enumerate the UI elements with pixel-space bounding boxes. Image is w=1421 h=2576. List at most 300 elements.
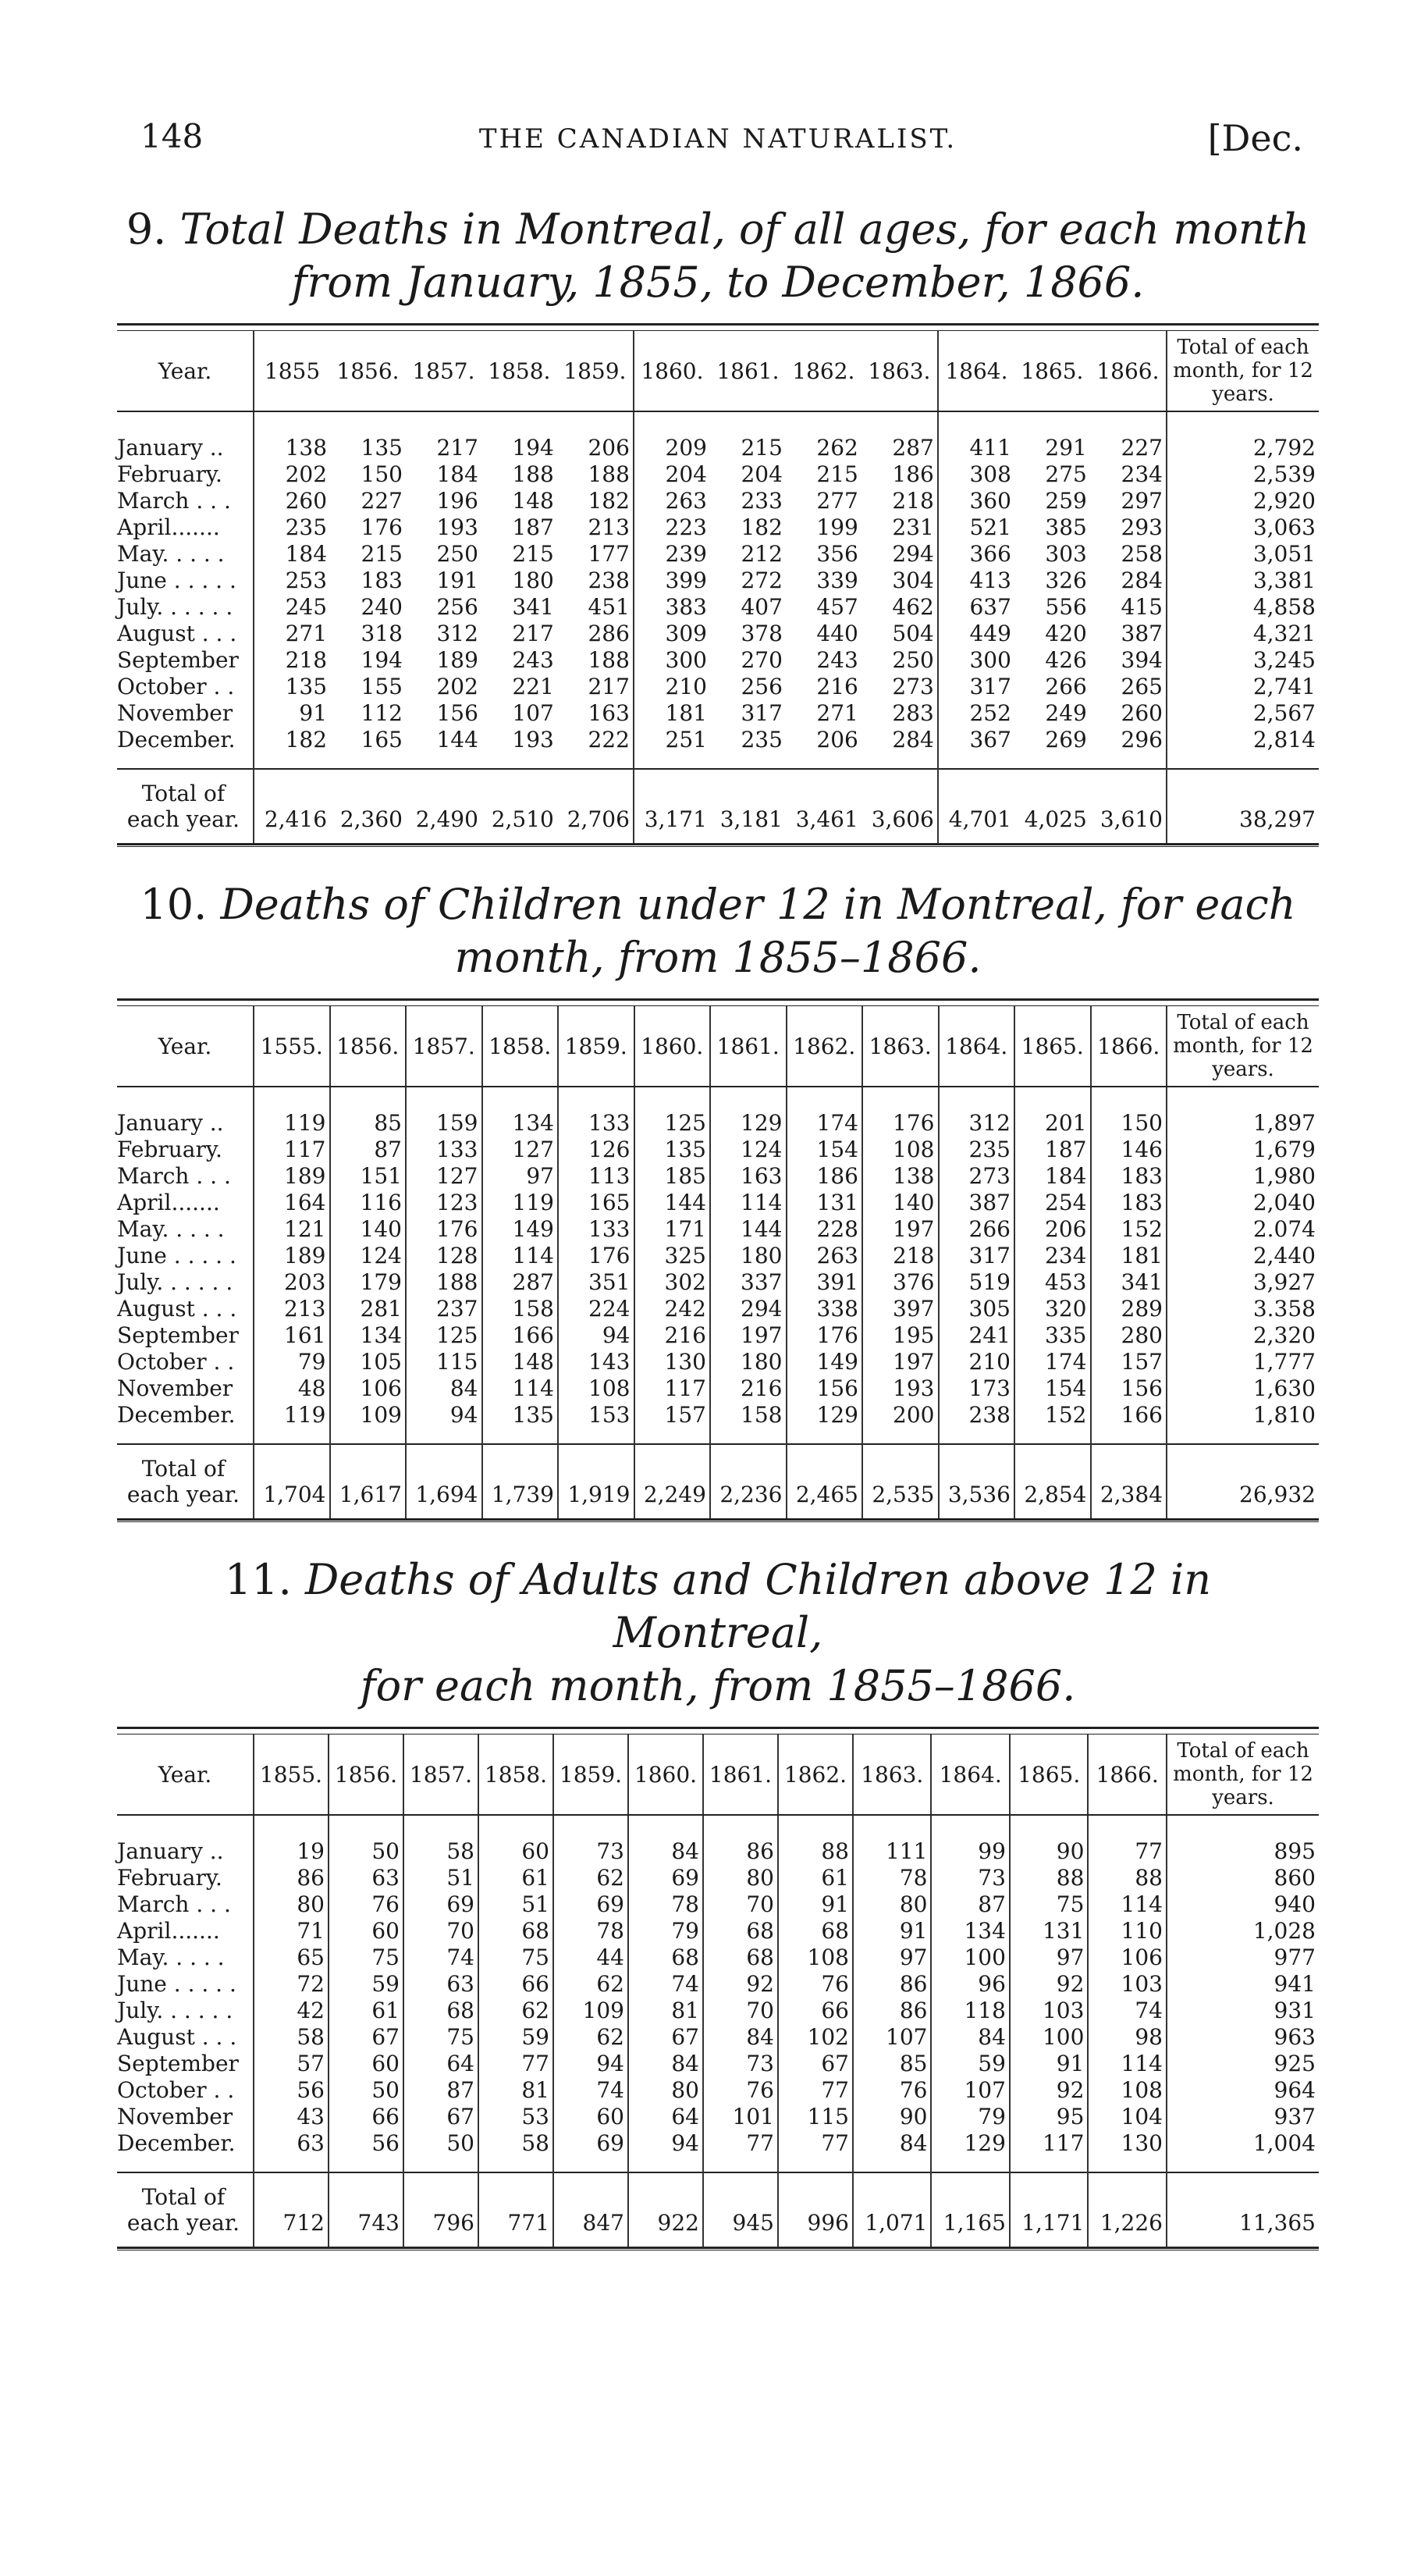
- deaths-cell: 234: [1014, 1242, 1091, 1268]
- deaths-cell: 462: [892, 593, 934, 620]
- deaths-cell: 96: [931, 1970, 1009, 1997]
- month-label: August . . .: [117, 620, 237, 646]
- deaths-cell: 156: [787, 1375, 863, 1401]
- deaths-cell: 176: [787, 1322, 863, 1348]
- deaths-cell: 153: [558, 1401, 634, 1444]
- deaths-cell: 256: [741, 673, 783, 699]
- year-total-cell: 1,171: [1010, 2172, 1088, 2247]
- deaths-cell: 64: [403, 2050, 478, 2076]
- deaths-cell: 60: [329, 1917, 403, 1944]
- month-label: March . . .: [117, 1891, 231, 1917]
- deaths-cell: 253: [254, 567, 330, 593]
- deaths-cell: 75: [403, 2023, 478, 2050]
- deaths-cell: 108: [558, 1375, 634, 1401]
- table-title: [117, 203, 1319, 309]
- deaths-cell: 263: [634, 487, 710, 514]
- deaths-cell: 51: [478, 1891, 553, 1917]
- grand-total-cell: 26,932: [1167, 1444, 1319, 1518]
- deaths-cell: 94: [558, 1322, 634, 1348]
- deaths-cell: 337: [710, 1268, 787, 1295]
- deaths-cell: 112: [361, 699, 403, 726]
- deaths-cell: 108: [862, 1136, 939, 1162]
- deaths-cell: 318: [361, 620, 403, 646]
- deaths-cell: 66: [778, 1997, 853, 2023]
- deaths-cell: 239: [634, 540, 710, 567]
- deaths-cell: 157: [1091, 1348, 1167, 1375]
- deaths-cell: 158: [710, 1401, 787, 1444]
- deaths-cell: 111: [853, 1815, 931, 1864]
- deaths-cell: 61: [778, 1864, 853, 1891]
- year-column-header: 1861.: [710, 1006, 787, 1087]
- deaths-cell: 194: [512, 434, 554, 461]
- deaths-cell: 235: [741, 726, 783, 753]
- year-total-cell: 2,236: [710, 1444, 787, 1518]
- deaths-cell: 156: [1091, 1375, 1167, 1401]
- year-total-cell: 1,704: [254, 1444, 330, 1518]
- deaths-cell: 108: [778, 1944, 853, 1970]
- deaths-cell: 243: [816, 646, 858, 673]
- deaths-cell: 182: [254, 726, 330, 769]
- deaths-cell: 91: [853, 1917, 931, 1944]
- month-label: July. . . . . .: [117, 593, 233, 620]
- deaths-cell: 92: [1010, 1970, 1088, 1997]
- month-label: November: [117, 1375, 233, 1401]
- deaths-cell: 68: [703, 1917, 778, 1944]
- year-column-header: 1858.: [478, 1735, 553, 1815]
- table-row: [117, 1268, 1319, 1295]
- deaths-cell: 127: [406, 1162, 482, 1189]
- total-column-header: Total of each month, for 12 years.: [1167, 1006, 1319, 1087]
- deaths-cell: 415: [1121, 593, 1163, 620]
- month-total-cell: 2,440: [1167, 1242, 1319, 1268]
- page-number: 148: [140, 117, 204, 155]
- deaths-cell: 188: [512, 461, 554, 487]
- deaths-cell: 366: [938, 540, 1014, 567]
- deaths-cell: 94: [406, 1401, 482, 1444]
- deaths-cell: 73: [553, 1815, 628, 1864]
- table-row: [117, 2103, 1319, 2129]
- month-label: June . . . . .: [117, 1242, 236, 1268]
- year-column-header: 1863.: [853, 1735, 931, 1815]
- month-total-cell: 3,927: [1167, 1268, 1319, 1295]
- deaths-cell: 129: [710, 1087, 787, 1136]
- deaths-cell: 312: [939, 1087, 1015, 1136]
- deaths-cell: 191: [436, 567, 478, 593]
- deaths-cell: 413: [938, 567, 1014, 593]
- deaths-cell: 48: [254, 1375, 330, 1401]
- deaths-cell: 184: [254, 540, 330, 567]
- deaths-cell: 68: [403, 1997, 478, 2023]
- deaths-cell: 68: [778, 1917, 853, 1944]
- deaths-cell: 106: [1088, 1944, 1167, 1970]
- deaths-cell: 144: [436, 726, 478, 753]
- header-row: [117, 1006, 1319, 1087]
- deaths-cell: 164: [254, 1189, 330, 1215]
- deaths-cell: 138: [862, 1162, 939, 1189]
- deaths-cell: 376: [862, 1268, 939, 1295]
- deaths-cell: 57: [254, 2050, 329, 2076]
- deaths-cell: 110: [1088, 1917, 1167, 1944]
- deaths-cell: 174: [787, 1087, 863, 1136]
- deaths-cell: 440: [816, 620, 858, 646]
- deaths-cell: 303: [1045, 540, 1087, 567]
- month-label: October . .: [117, 673, 235, 699]
- deaths-cell: 341: [1091, 1268, 1167, 1295]
- month-total-cell: 2,320: [1167, 1322, 1319, 1348]
- deaths-cell: 281: [330, 1295, 407, 1322]
- deaths-cell: 200: [862, 1401, 939, 1444]
- year-total-cell: 847: [553, 2172, 628, 2247]
- deaths-cell: 114: [1088, 2050, 1167, 2076]
- month-label: November: [117, 699, 233, 726]
- running-header: [117, 117, 1319, 172]
- deaths-cell: 88: [1088, 1864, 1167, 1891]
- year-header: Year.: [117, 1735, 254, 1815]
- deaths-cell: 80: [703, 1864, 778, 1891]
- deaths-cell: 51: [403, 1864, 478, 1891]
- month-total-cell: 1,630: [1167, 1375, 1319, 1401]
- year-total-cell: 2,360: [330, 769, 406, 843]
- year-column-header: 1857.: [406, 1006, 482, 1087]
- deaths-cell: 73: [931, 1864, 1009, 1891]
- month-total-cell: 1,980: [1167, 1162, 1319, 1189]
- deaths-cell: 227: [1121, 434, 1163, 461]
- deaths-cell: 163: [588, 699, 630, 726]
- year-column-header: 1859.: [558, 1006, 634, 1087]
- deaths-cell: 121: [254, 1215, 330, 1242]
- deaths-cell: 176: [862, 1087, 939, 1136]
- deaths-cell: 177: [588, 540, 630, 567]
- deaths-cell: 391: [787, 1268, 863, 1295]
- deaths-cell: 125: [406, 1322, 482, 1348]
- deaths-cell: 206: [1014, 1215, 1091, 1242]
- year-total-cell: 3,461: [786, 769, 861, 843]
- year-column-header: 1860.: [628, 1735, 703, 1815]
- deaths-cell: 131: [787, 1189, 863, 1215]
- issue-month: [Dec.: [1207, 117, 1303, 159]
- deaths-cell: 269: [1045, 726, 1087, 753]
- deaths-cell: 218: [254, 646, 330, 673]
- deaths-cell: 67: [778, 2050, 853, 2076]
- deaths-cell: 119: [482, 1189, 559, 1215]
- year-total-cell: 3,171: [634, 769, 710, 843]
- deaths-cell: 451: [588, 593, 630, 620]
- month-total-cell: 860: [1167, 1864, 1319, 1891]
- deaths-cell: 81: [628, 1997, 703, 2023]
- month-total-cell: 3,051: [1167, 540, 1319, 567]
- deaths-cell: 118: [931, 1997, 1009, 2023]
- month-total-cell: 941: [1167, 1970, 1319, 1997]
- deaths-cell: 309: [634, 620, 710, 646]
- deaths-cell: 103: [1088, 1970, 1167, 1997]
- deaths-cell: 87: [403, 2076, 478, 2103]
- year-total-cell: 3,536: [939, 1444, 1015, 1518]
- deaths-cell: 91: [778, 1891, 853, 1917]
- deaths-cell: 59: [478, 2023, 553, 2050]
- mortality-table: [117, 331, 1319, 843]
- deaths-cell: 95: [1010, 2103, 1088, 2129]
- year-total-cell: 1,694: [406, 1444, 482, 1518]
- deaths-cell: 195: [862, 1322, 939, 1348]
- deaths-cell: 114: [1088, 1891, 1167, 1917]
- year-total-cell: 2,384: [1091, 1444, 1167, 1518]
- deaths-cell: 284: [892, 726, 934, 753]
- deaths-cell: 133: [406, 1136, 482, 1162]
- deaths-cell: 189: [436, 646, 478, 673]
- deaths-cell: 360: [938, 487, 1014, 514]
- deaths-cell: 84: [931, 2023, 1009, 2050]
- table-row: [117, 540, 1319, 567]
- deaths-cell: 182: [588, 487, 630, 514]
- year-total-cell: 3,610: [1090, 769, 1167, 843]
- table-row: [117, 1322, 1319, 1348]
- month-total-cell: 2,567: [1167, 699, 1319, 726]
- month-label: April.......: [117, 1917, 220, 1944]
- deaths-cell: 188: [588, 461, 630, 487]
- month-total-cell: 1,028: [1167, 1917, 1319, 1944]
- total-row-label: [117, 769, 254, 843]
- month-total-cell: 1,777: [1167, 1348, 1319, 1375]
- top-rule: [117, 998, 1319, 1006]
- month-total-cell: 895: [1167, 1815, 1319, 1864]
- deaths-cell: 287: [892, 434, 934, 461]
- year-total-cell: 1,919: [558, 1444, 634, 1518]
- year-total-cell: 3,181: [710, 769, 786, 843]
- year-column-header: 1856.: [330, 331, 406, 411]
- deaths-cell: 60: [553, 2103, 628, 2129]
- deaths-cell: 235: [254, 514, 330, 540]
- deaths-cell: 411: [938, 411, 1014, 461]
- total-column-header: Total of each month, for 12 years.: [1167, 1735, 1319, 1815]
- deaths-cell: 280: [1091, 1322, 1167, 1348]
- deaths-cell: 231: [892, 514, 934, 540]
- deaths-cell: 240: [361, 593, 403, 620]
- deaths-cell: 92: [703, 1970, 778, 1997]
- deaths-cell: 69: [628, 1864, 703, 1891]
- deaths-cell: 182: [741, 514, 783, 540]
- bottom-rule: [117, 1518, 1319, 1522]
- year-total-cell: 3,606: [861, 769, 938, 843]
- deaths-cell: 300: [634, 646, 710, 673]
- deaths-cell: 174: [1014, 1348, 1091, 1375]
- deaths-cell: 181: [634, 699, 710, 726]
- deaths-cell: 86: [853, 1970, 931, 1997]
- month-label: December.: [117, 726, 236, 753]
- table-row: [117, 1944, 1319, 1970]
- table-title: [117, 878, 1319, 984]
- table-row: [117, 1242, 1319, 1268]
- table-row: [117, 699, 1319, 726]
- deaths-cell: 117: [1010, 2129, 1088, 2172]
- total-label-line-2: each year.: [126, 806, 240, 832]
- deaths-cell: 59: [931, 2050, 1009, 2076]
- deaths-cell: 188: [588, 646, 630, 673]
- deaths-cell: 74: [1088, 1997, 1167, 2023]
- table-row: [117, 1215, 1319, 1242]
- deaths-cell: 173: [939, 1375, 1015, 1401]
- mortality-table: [117, 1006, 1319, 1518]
- deaths-cell: 166: [1091, 1401, 1167, 1444]
- year-column-header: 1866.: [1088, 1735, 1167, 1815]
- deaths-cell: 237: [406, 1295, 482, 1322]
- deaths-cell: 193: [862, 1375, 939, 1401]
- month-total-cell: 1,810: [1167, 1401, 1319, 1444]
- deaths-cell: 107: [853, 2023, 931, 2050]
- deaths-cell: 108: [1088, 2076, 1167, 2103]
- year-total-cell: 796: [403, 2172, 478, 2247]
- deaths-cell: 149: [787, 1348, 863, 1375]
- year-total-cell: 2,249: [634, 1444, 711, 1518]
- deaths-cell: 305: [939, 1295, 1015, 1322]
- deaths-cell: 215: [361, 540, 403, 567]
- deaths-cell: 56: [329, 2129, 403, 2172]
- table-row: [117, 461, 1319, 487]
- deaths-cell: 114: [482, 1375, 559, 1401]
- deaths-cell: 124: [330, 1242, 407, 1268]
- table-row: [117, 514, 1319, 540]
- deaths-cell: 180: [710, 1348, 787, 1375]
- deaths-cell: 238: [939, 1401, 1015, 1444]
- deaths-cell: 216: [634, 1322, 711, 1348]
- month-label: May. . . . .: [117, 540, 225, 567]
- deaths-cell: 250: [892, 646, 934, 673]
- month-total-cell: 2,539: [1167, 461, 1319, 487]
- table-number: 11.: [224, 1555, 292, 1604]
- table-row: [117, 620, 1319, 646]
- month-total-cell: 3.358: [1167, 1295, 1319, 1322]
- year-column-header: 1855: [254, 331, 330, 411]
- deaths-cell: 266: [1045, 673, 1087, 699]
- deaths-cell: 199: [816, 514, 858, 540]
- grand-total-cell: 38,297: [1167, 769, 1319, 843]
- deaths-cell: 394: [1121, 646, 1163, 673]
- deaths-cell: 78: [628, 1891, 703, 1917]
- deaths-cell: 130: [634, 1348, 711, 1375]
- deaths-cell: 144: [634, 1189, 711, 1215]
- month-total-cell: 963: [1167, 2023, 1319, 2050]
- deaths-cell: 183: [1091, 1162, 1167, 1189]
- deaths-cell: 223: [634, 514, 710, 540]
- deaths-cell: 272: [741, 567, 783, 593]
- month-label: June . . . . .: [117, 1970, 236, 1997]
- deaths-cell: 124: [710, 1136, 787, 1162]
- table-title-line-1: Deaths of Adults and Children above 12 in Montreal,: [304, 1555, 1212, 1657]
- deaths-cell: 235: [939, 1136, 1015, 1162]
- month-label: October . .: [117, 2076, 235, 2103]
- total-row-label: [117, 1444, 254, 1518]
- deaths-cell: 133: [558, 1215, 634, 1242]
- month-total-cell: 2,792: [1167, 411, 1319, 461]
- year-total-cell: 4,701: [938, 769, 1014, 843]
- month-label: July. . . . . .: [117, 1997, 233, 2023]
- deaths-cell: 152: [1091, 1215, 1167, 1242]
- deaths-cell: 109: [553, 1997, 628, 2023]
- deaths-cell: 84: [628, 2050, 703, 2076]
- deaths-cell: 260: [254, 487, 330, 514]
- year-total-cell: 2,706: [557, 769, 634, 843]
- month-label: April.......: [117, 514, 220, 540]
- deaths-cell: 397: [862, 1295, 939, 1322]
- deaths-cell: 252: [938, 699, 1014, 726]
- deaths-cell: 171: [634, 1215, 711, 1242]
- deaths-cell: 114: [710, 1189, 787, 1215]
- deaths-cell: 42: [254, 1997, 329, 2023]
- deaths-cell: 140: [862, 1189, 939, 1215]
- year-total-cell: 2,465: [787, 1444, 863, 1518]
- deaths-cell: 62: [553, 1864, 628, 1891]
- deaths-cell: 187: [512, 514, 554, 540]
- deaths-cell: 75: [478, 1944, 553, 1970]
- deaths-cell: 74: [553, 2076, 628, 2103]
- deaths-cell: 68: [703, 1944, 778, 1970]
- deaths-cell: 62: [478, 1997, 553, 2023]
- year-column-header: 1865.: [1014, 1006, 1091, 1087]
- month-label: January ..: [117, 434, 224, 461]
- deaths-cell: 148: [512, 487, 554, 514]
- total-row-label: [117, 2172, 254, 2247]
- deaths-cell: 100: [931, 1944, 1009, 1970]
- deaths-cell: 80: [628, 2076, 703, 2103]
- deaths-cell: 56: [254, 2076, 329, 2103]
- deaths-cell: 325: [634, 1242, 711, 1268]
- deaths-cell: 50: [329, 1815, 403, 1864]
- deaths-cell: 165: [558, 1189, 634, 1215]
- month-total-cell: 3,245: [1167, 646, 1319, 673]
- deaths-cell: 91: [1010, 2050, 1088, 2076]
- deaths-cell: 78: [553, 1917, 628, 1944]
- deaths-cell: 449: [938, 620, 1014, 646]
- deaths-cell: 210: [939, 1348, 1015, 1375]
- deaths-cell: 156: [436, 699, 478, 726]
- deaths-cell: 210: [634, 673, 710, 699]
- deaths-cell: 94: [553, 2050, 628, 2076]
- deaths-cell: 297: [1121, 487, 1163, 514]
- deaths-cell: 77: [778, 2076, 853, 2103]
- yearly-total-row: [117, 769, 1319, 843]
- deaths-cell: 317: [939, 1242, 1015, 1268]
- year-total-cell: 743: [329, 2172, 403, 2247]
- deaths-cell: 217: [512, 620, 554, 646]
- deaths-cell: 179: [330, 1268, 407, 1295]
- month-total-cell: 2,741: [1167, 673, 1319, 699]
- deaths-cell: 90: [1010, 1815, 1088, 1864]
- deaths-cell: 420: [1045, 620, 1087, 646]
- deaths-cell: 131: [1010, 1917, 1088, 1944]
- deaths-cell: 263: [787, 1242, 863, 1268]
- deaths-cell: 84: [703, 2023, 778, 2050]
- deaths-cell: 107: [931, 2076, 1009, 2103]
- deaths-cell: 76: [329, 1891, 403, 1917]
- month-total-cell: 2,814: [1167, 726, 1319, 769]
- deaths-cell: 77: [778, 2129, 853, 2172]
- month-total-cell: 3,381: [1167, 567, 1319, 593]
- deaths-cell: 128: [406, 1242, 482, 1268]
- yearly-total-row: [117, 1444, 1319, 1518]
- deaths-cell: 504: [892, 620, 934, 646]
- deaths-cell: 161: [254, 1322, 330, 1348]
- deaths-cell: 213: [588, 514, 630, 540]
- table-title-line-2: month, from 1855–1866.: [454, 933, 982, 982]
- deaths-cell: 85: [330, 1087, 407, 1136]
- deaths-cell: 102: [778, 2023, 853, 2050]
- table-title-line-1: Total Deaths in Montreal, of all ages, for each month: [179, 205, 1310, 254]
- month-label: March . . .: [117, 487, 231, 514]
- deaths-cell: 184: [436, 461, 478, 487]
- deaths-cell: 259: [1045, 487, 1087, 514]
- top-rule: [117, 323, 1319, 331]
- deaths-cell: 180: [512, 567, 554, 593]
- year-column-header: 1863.: [861, 331, 938, 411]
